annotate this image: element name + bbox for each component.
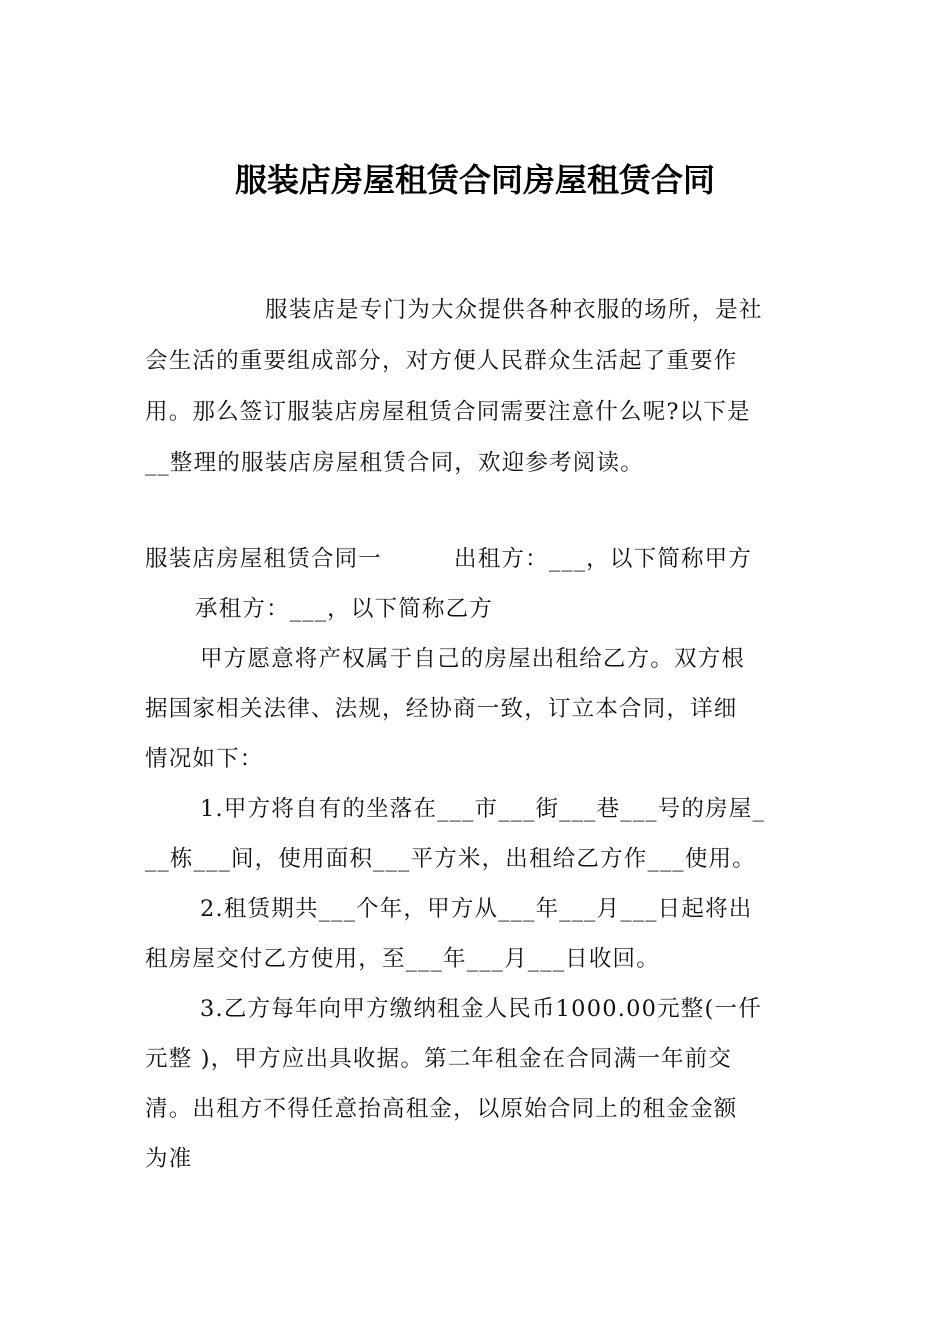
intro-line-2: 会生活的重要组成部分，对方便人民群众生活起了重要作: [145, 348, 738, 374]
clause-1-line-1: 1.甲方将自有的坐落在___市___街___巷___号的房屋_: [200, 796, 765, 822]
lessee-line: 承租方：___，以下简称乙方: [195, 596, 494, 622]
clause-3-line-3: 清。出租方不得任意抬高租金，以原始合同上的租金金额: [145, 1096, 738, 1122]
clause-1-line-2: __栋___间，使用面积___平方米，出租给乙方作___使用。: [145, 846, 756, 872]
intro-line-3: 用。那么签订服装店房屋租赁合同需要注意什么呢?以下是: [145, 399, 751, 425]
lessor-line: 出租方：___，以下简称甲方: [454, 546, 753, 572]
clause-3-line-4: 为准: [145, 1146, 193, 1172]
preamble-line-1: 甲方愿意将产权属于自己的房屋出租给乙方。双方根: [200, 646, 746, 672]
intro-line-1: 服装店是专门为大众提供各种衣服的场所，是社: [265, 297, 763, 323]
preamble-line-3: 情况如下：: [145, 746, 264, 772]
intro-line-4: __整理的服装店房屋租赁合同，欢迎参考阅读。: [145, 450, 644, 476]
contract-heading-line: [145, 541, 752, 577]
clause-3-line-1: 3.乙方每年向甲方缴纳租金人民币1000.00元整(一仟: [200, 996, 762, 1022]
document-title: 服装店房屋租赁合同房屋租赁合同: [234, 161, 715, 199]
clause-2-line-1: 2.租赁期共___个年，甲方从___年___月___日起将出: [200, 896, 753, 922]
clause-2-line-2: 租房屋交付乙方使用，至___年___月___日收回。: [145, 946, 660, 972]
clause-3-line-2: 元整 )，甲方应出具收据。第二年租金在合同满一年前交: [145, 1046, 733, 1072]
preamble-line-2: 据国家相关法律、法规，经协商一致，订立本合同，详细: [145, 696, 738, 722]
contract-heading: 服装店房屋租赁合同一: [145, 546, 383, 572]
